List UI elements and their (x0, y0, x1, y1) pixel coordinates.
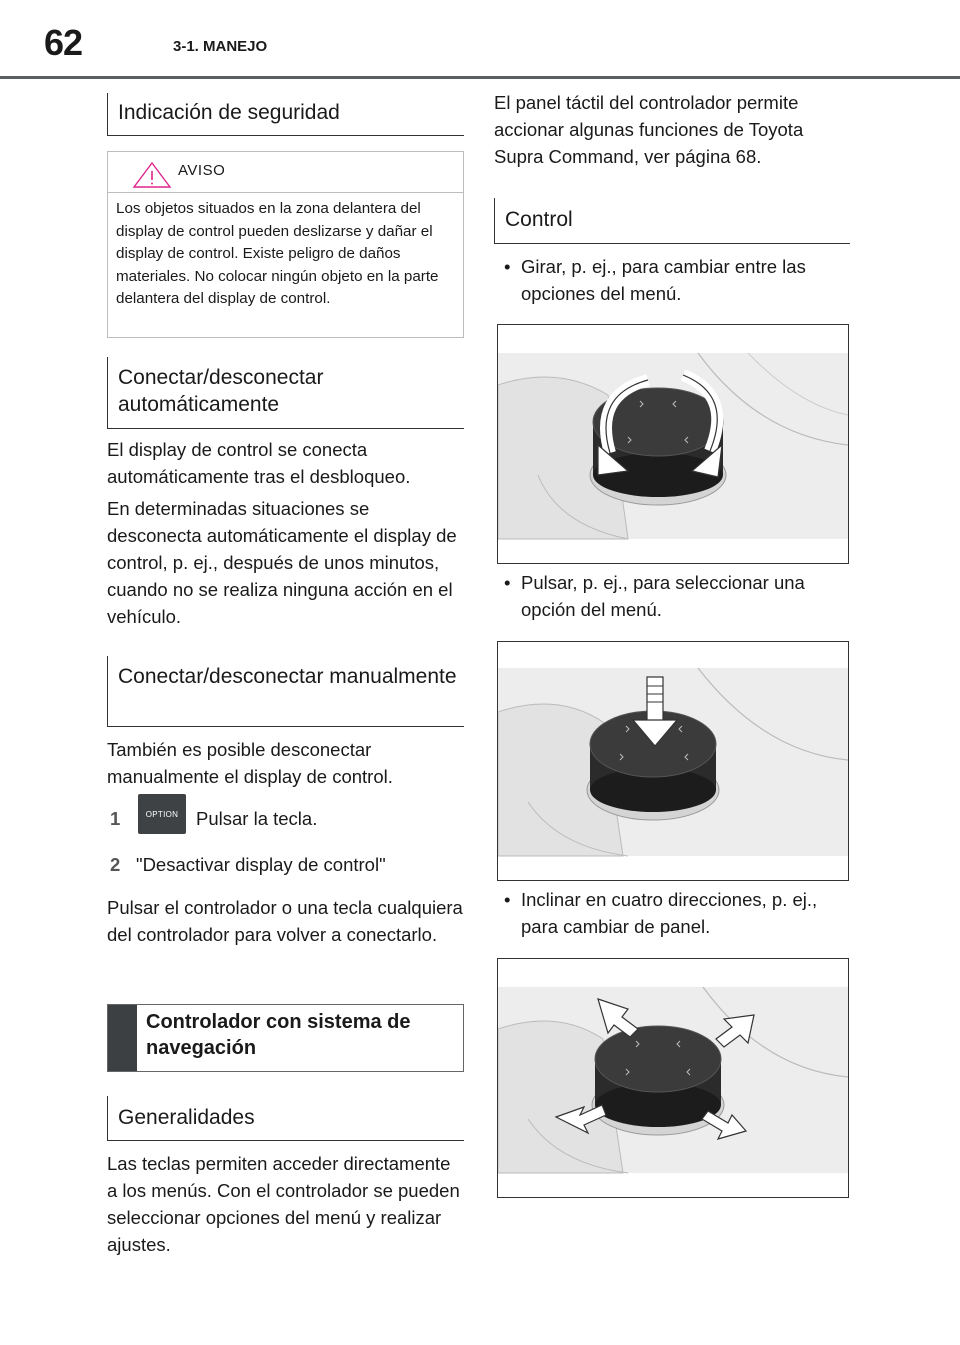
auto-heading-text: Conectar/desconectar automáticamente (118, 366, 324, 416)
touchpad-paragraph: El panel táctil del controlador permite accionar algunas funciones de Toyota Supra Command, ver página 68. (494, 92, 804, 167)
warning-triangle-icon (132, 161, 172, 189)
step-1-text: Pulsar la tecla. (196, 808, 318, 829)
bullet-tilt-text: Inclinar en cuatro direcciones, p. ej., para cambiar de panel. (521, 889, 818, 937)
control-heading (494, 198, 850, 244)
auto-heading (107, 357, 464, 429)
controller-press-illustration (498, 642, 848, 880)
controller-rotate-illustration (498, 325, 848, 563)
bullet-tilt (494, 886, 850, 942)
controller-press-figure (497, 641, 849, 881)
option-key-icon: OPTION (138, 794, 186, 834)
section-label: 3-1. MANEJO (173, 38, 268, 55)
header-rule (0, 76, 960, 79)
step-2 (110, 854, 464, 884)
safety-heading-text: Indicación de seguridad (118, 101, 340, 124)
bullet-symbol: • (504, 256, 511, 277)
navigation-heading-text: Controlador con sistema de navegación (146, 1011, 411, 1059)
manual-heading-text: Conectar/desconectar manualmente (118, 665, 457, 688)
manual-paragraph-1: También es posible desconectar manualmente el display de control. (107, 739, 393, 787)
step-1 (110, 808, 464, 838)
warning-text: Los objetos situados en la zona delantera del display de control pueden deslizarse y dañar el display de control. Existe peligro de daños materiales. No colocar ningún objeto en la parte delantera del display de control. (116, 200, 439, 308)
bullet-press-text: Pulsar, p. ej., para seleccionar una opción del menú. (521, 572, 805, 620)
bullet-symbol: • (504, 889, 511, 910)
control-heading-text: Control (505, 208, 573, 231)
bullet-symbol: • (504, 572, 511, 593)
navigation-heading (107, 1004, 464, 1072)
general-heading-text: Generalidades (118, 1106, 255, 1129)
navigation-heading-bar (108, 1005, 137, 1071)
bullet-rotate (494, 253, 850, 309)
warning-box (107, 151, 464, 338)
auto-paragraph-2: En determinadas situaciones se desconecta automáticamente el display de control, p. ej., después de unos minutos, cuando no se realiza ninguna acción en el vehículo. (107, 498, 457, 627)
controller-tilt-figure (497, 958, 849, 1198)
step-1-number: 1 (110, 808, 121, 829)
page-header (0, 0, 960, 80)
general-heading (107, 1096, 464, 1141)
page-number: 62 (44, 22, 83, 63)
controller-rotate-figure (497, 324, 849, 564)
auto-paragraph-1: El display de control se conecta automáticamente tras el desbloqueo. (107, 439, 411, 487)
controller-tilt-illustration (498, 959, 848, 1197)
manual-heading (107, 656, 464, 727)
step-2-text: "Desactivar display de control" (136, 854, 386, 875)
bullet-rotate-text: Girar, p. ej., para cambiar entre las opciones del menú. (521, 256, 806, 304)
safety-heading (107, 93, 464, 136)
warning-header (108, 152, 463, 193)
general-paragraph: Las teclas permiten acceder directamente a los menús. Con el controlador se pueden seleccionar opciones del menú y realizar ajustes. (107, 1153, 460, 1255)
step-2-number: 2 (110, 854, 121, 875)
manual-paragraph-2: Pulsar el controlador o una tecla cualquiera del controlador para volver a conectarlo. (107, 897, 463, 945)
warning-title: AVISO (178, 162, 226, 179)
bullet-press (494, 569, 850, 625)
